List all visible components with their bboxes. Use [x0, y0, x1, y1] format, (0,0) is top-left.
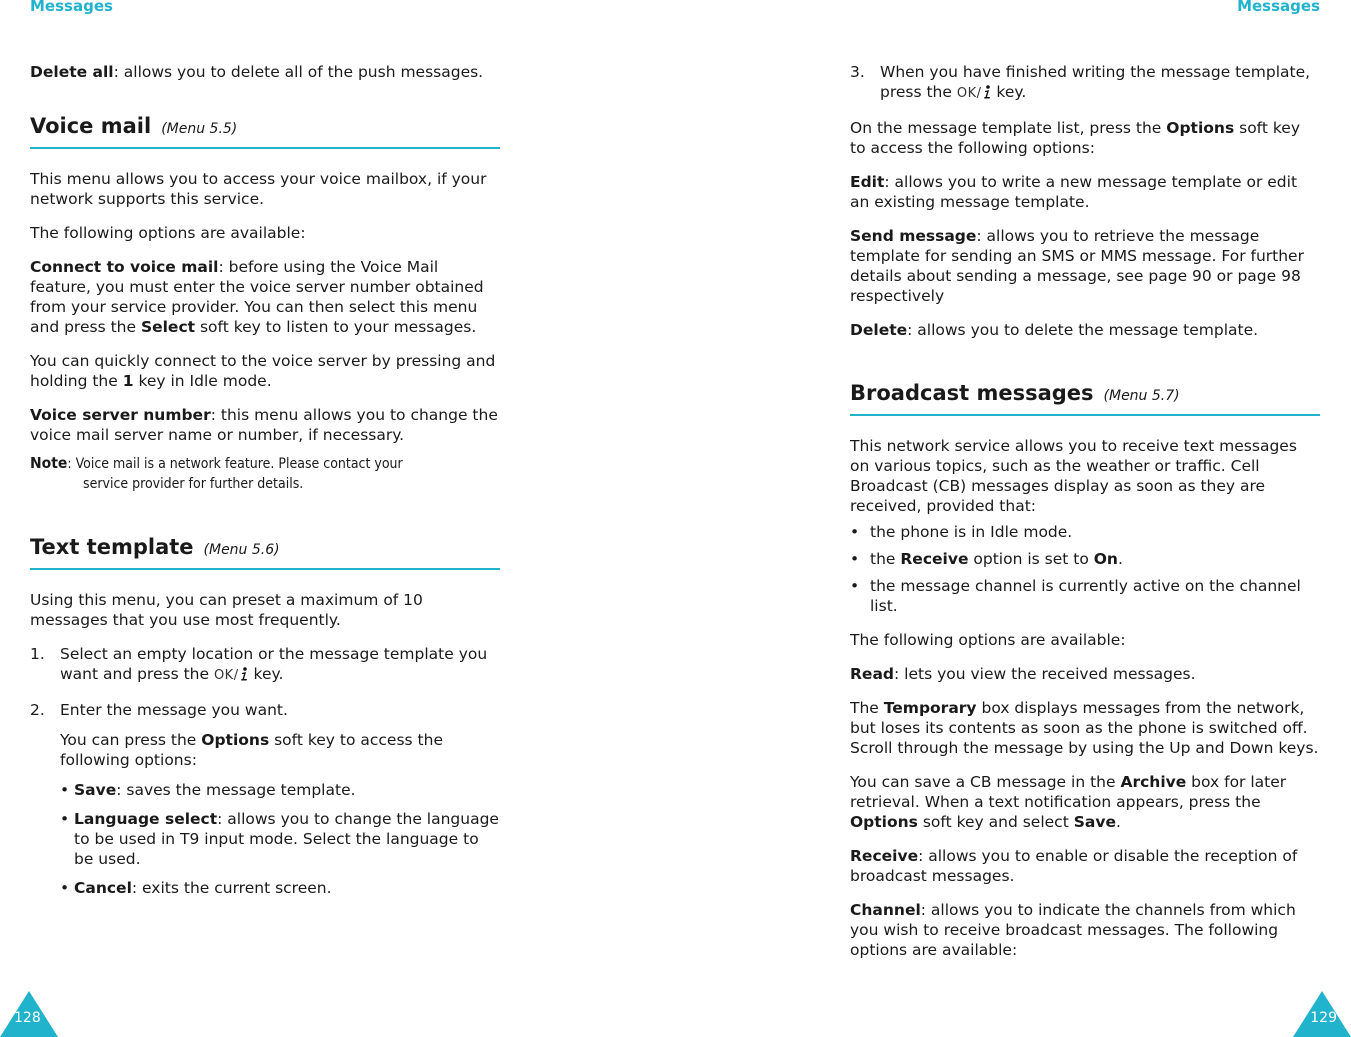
- page-number-left: 128: [14, 1010, 41, 1026]
- voice-mail-intro: This menu allows you to access your voice mailbox, if your network supports this service.: [30, 170, 487, 208]
- ok-key-icon: OK/: [214, 668, 249, 683]
- condition-channel: • the message channel is currently active on the channel list.: [850, 577, 1301, 615]
- page-number-right: 129: [1310, 1010, 1337, 1026]
- running-header-right: Messages: [1237, 0, 1320, 15]
- edit-item: Edit: allows you to write a new message template or edit an existing message template.: [850, 173, 1298, 211]
- step-3: 3. When you have finished writing the message template, press the OK/ key.: [850, 63, 1311, 101]
- condition-receive: • the Receive option is set to On.: [850, 550, 1123, 568]
- text-template-heading: Text template (Menu 5.6): [30, 534, 500, 570]
- option-language-select: • Language select: allows you to change the language to be used in T9 input mode. Select the language to be used.: [60, 810, 499, 868]
- channel-item: Channel: allows you to indicate the channels from which you wish to receive broadcast messages. The following options are available:: [850, 901, 1296, 959]
- send-message-item: Send message: allows you to retrieve the message template for sending an SMS or MMS message. For further details about sending a message, see page 90 or page 98 respectively: [850, 227, 1304, 305]
- step-2: 2. Enter the message you want.: [30, 701, 288, 719]
- template-options-paragraph: You can press the Options soft key to access the following options:: [60, 731, 443, 769]
- condition-idle: • the phone is in Idle mode.: [850, 523, 1073, 541]
- text-template-intro: Using this menu, you can preset a maximum of 10 messages that you use most frequently.: [30, 591, 423, 629]
- step-1: 1. Select an empty location or the message template you want and press the OK/ key.: [30, 645, 488, 683]
- running-header-left: Messages: [30, 0, 113, 15]
- right-page-content: [850, 62, 1320, 974]
- delete-item: Delete: allows you to delete the message template.: [850, 321, 1259, 339]
- quick-connect-paragraph: You can quickly connect to the voice server by pressing and holding the 1 key in Idle mode.: [30, 352, 496, 390]
- receive-item: Receive: allows you to enable or disable the reception of broadcast messages.: [850, 847, 1298, 885]
- broadcast-messages-heading: Broadcast messages (Menu 5.7): [850, 380, 1320, 416]
- broadcast-intro: This network service allows you to receive text messages on various topics, such as the weather or traffic. Cell Broadcast (CB) messages display as soon as they are received, provided that:: [850, 437, 1297, 515]
- voice-mail-note: Note: Voice mail is a network feature. Please contact your service provider for further details.: [30, 454, 403, 492]
- template-list-options: On the message template list, press the Options soft key to access the following options:: [850, 119, 1300, 157]
- temporary-paragraph: The Temporary box displays messages from the network, but loses its contents as soon as the phone is switched off. Scroll through the message by using the Up and Down keys.: [850, 699, 1319, 757]
- option-cancel: • Cancel: exits the current screen.: [60, 879, 332, 897]
- connect-voice-mail-item: Connect to voice mail: before using the Voice Mail feature, you must enter the voice server number obtained from your service provider. You can then select this menu and press the Select soft key to listen to your messages.: [30, 258, 484, 336]
- delete-all-item: Delete all: allows you to delete all of the push messages.: [30, 63, 484, 81]
- left-page-content: [30, 62, 500, 907]
- ok-key-icon: OK/: [957, 86, 992, 101]
- voice-mail-heading: Voice mail (Menu 5.5): [30, 113, 500, 149]
- voice-server-number-item: Voice server number: this menu allows you to change the voice mail server name or number, if necessary.: [30, 406, 498, 444]
- voice-mail-options-intro: The following options are available:: [30, 224, 306, 242]
- option-save: • Save: saves the message template.: [60, 781, 356, 799]
- read-item: Read: lets you view the received messages.: [850, 665, 1196, 683]
- broadcast-options-intro: The following options are available:: [850, 631, 1126, 649]
- archive-paragraph: You can save a CB message in the Archive box for later retrieval. When a text notification appears, press the Options soft key and select Save.: [850, 773, 1287, 831]
